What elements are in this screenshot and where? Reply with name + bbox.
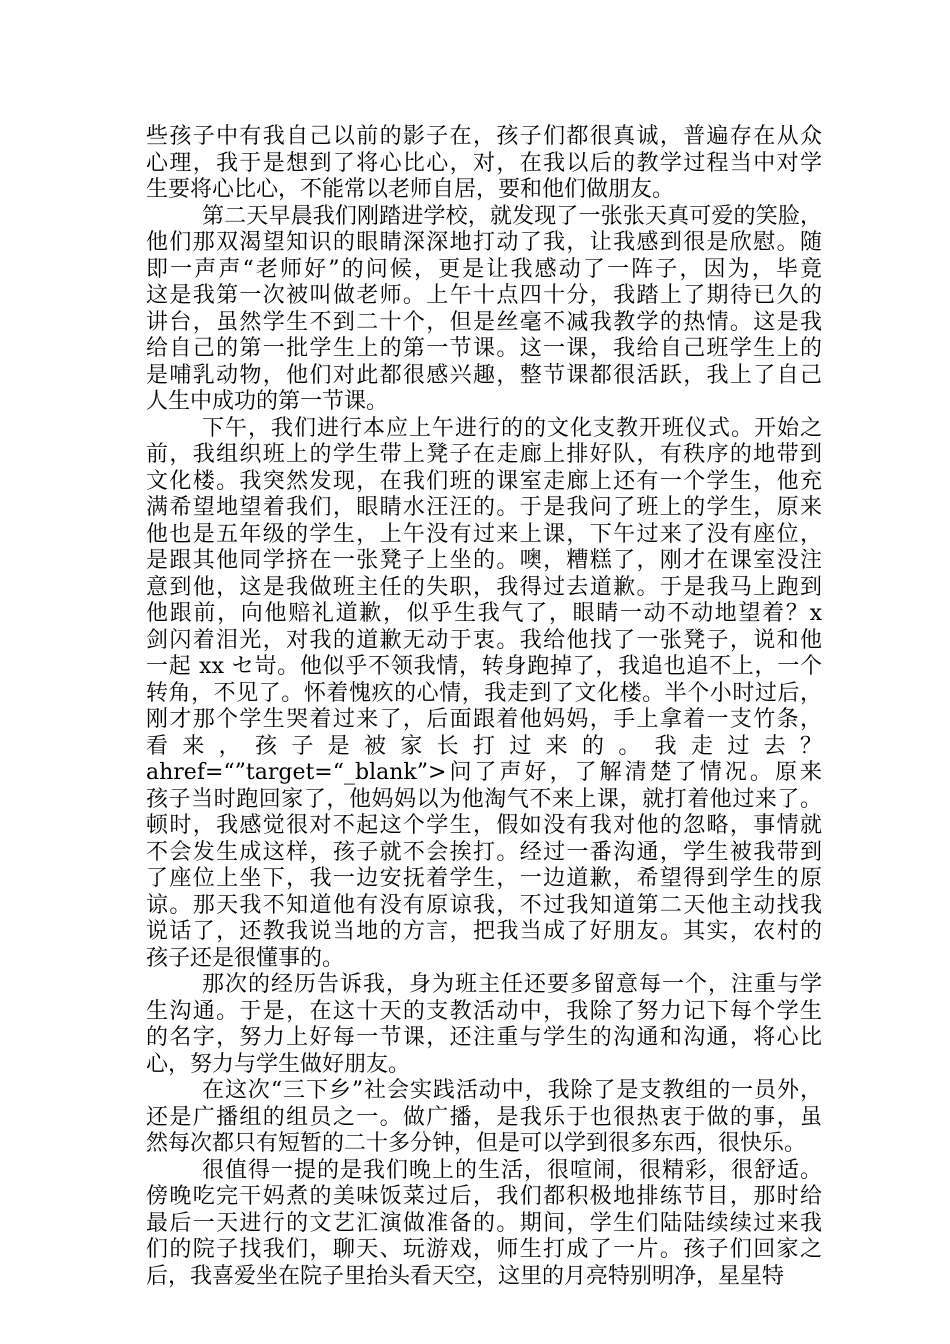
text-line: 生沟通。于是，在这十天的支教活动中，我除了努力记下每个学生 bbox=[146, 998, 822, 1024]
text-line: 然每次都只有短暂的二十多分钟，但是可以学到很多东西，很快乐。 bbox=[146, 1131, 807, 1156]
text-line: 很值得一提的是我们晚上的生活，很喧闹，很精彩，很舒适。 bbox=[202, 1157, 822, 1183]
text-line: 一起 xx セ岢。他似乎不领我情，转身跑掉了，我追也追不上，一个 bbox=[146, 654, 822, 679]
text-line: 看 来 ， 孩 子 是 被 家 长 打 过 来 的 。 我 走 过 去 ？ bbox=[146, 733, 822, 759]
text-line: 那次的经历告诉我，身为班主任还要多留意每一个，注重与学 bbox=[202, 972, 822, 997]
text-line: 他跟前，向他赔礼道歉，似乎生我气了，眼睛一动不动地望着？x bbox=[146, 601, 822, 626]
text-line: 还是广播组的组员之一。做广播，是我乐于也很热衷于做的事，虽 bbox=[146, 1104, 822, 1130]
text-line: 是哺乳动物，他们对此都很感兴趣，整节课都很活跃，我上了自己 bbox=[146, 362, 822, 388]
text-line: 他们那双渴望知识的眼睛深深地打动了我，让我感到很是欣慰。随 bbox=[146, 230, 822, 255]
text-line: 刚才那个学生哭着过来了，后面跟着他妈妈，手上拿着一支竹条， bbox=[146, 707, 822, 732]
text-line: 傍晚吃完干妈煮的美味饭菜过后，我们都积极地排练节目，那时给 bbox=[146, 1184, 822, 1209]
text-line: 他也是五年级的学生，上午没有过来上课，下午过来了没有座位， bbox=[146, 521, 822, 547]
text-line: 在这次“三下乡”社会实践活动中，我除了是支教组的一员外， bbox=[202, 1078, 822, 1103]
text-line: 讲台，虽然学生不到二十个，但是丝毫不减我教学的热情。这是我 bbox=[146, 309, 822, 335]
text-line: 第二天早晨我们刚踏进学校，就发现了一张张天真可爱的笑脸， bbox=[202, 203, 822, 229]
text-line: 孩子当时跑回家了，他妈妈以为他淘气不来上课，就打着他过来了。 bbox=[146, 786, 822, 812]
text-line: 给自己的第一批学生上的第一节课。这一课，我给自己班学生上的 bbox=[146, 336, 822, 361]
text-line: 前，我组织班上的学生带上凳子在走廊上排好队，有秩序的地带到 bbox=[146, 442, 822, 467]
text-line: 的名字，努力上好每一节课，还注重与学生的沟通和沟通，将心比 bbox=[146, 1025, 822, 1050]
text-line: 谅。那天我不知道他有没有原谅我，不过我知道第二天他主动找我 bbox=[146, 892, 822, 918]
paragraph bbox=[146, 124, 822, 204]
text-line: 即一声声“老师好”的问候，更是让我感动了一阵子，因为，毕竟 bbox=[146, 256, 822, 282]
paragraph bbox=[146, 416, 822, 973]
text-line: 了座位上坐下，我一边安抚着学生，一边道歉，希望得到学生的原 bbox=[146, 866, 822, 891]
text-line: 后，我喜爱坐在院子里抬头看天空，这里的月亮特别明净，星星特 bbox=[146, 1263, 785, 1289]
text-line: 心，努力与学生做好朋友。 bbox=[146, 1051, 411, 1077]
text-line: 是跟其他同学挤在一张凳子上坐的。噢，糟糕了，刚才在课室没注 bbox=[146, 548, 822, 573]
text-line: 人生中成功的第一节课。 bbox=[146, 389, 389, 414]
text-line: 些孩子中有我自己以前的影子在，孩子们都很真诚，普遍存在从众 bbox=[146, 124, 822, 149]
text-line: 心理，我于是想到了将心比心，对，在我以后的教学过程当中对学 bbox=[146, 150, 822, 176]
text-line: 孩子还是很懂事的。 bbox=[146, 945, 345, 971]
paragraph bbox=[146, 1158, 822, 1291]
text-line: ahref=“”target=“_blank”>问了声好，了解清楚了情况。原来 bbox=[146, 760, 822, 785]
paragraph bbox=[146, 1078, 822, 1158]
paragraph bbox=[146, 204, 822, 416]
text-line: 这是我第一次被叫做老师。上午十点四十分，我踏上了期待已久的 bbox=[146, 283, 822, 308]
text-line: 生要将心比心，不能常以老师自居，要和他们做朋友。 bbox=[146, 177, 675, 202]
paragraph bbox=[146, 972, 822, 1078]
text-line: 意到他，这是我做班主任的失职，我得过去道歉。于是我马上跑到 bbox=[146, 574, 822, 600]
text-line: 说话了，还教我说当地的方言，把我当成了好朋友。其实，农村的 bbox=[146, 919, 822, 944]
text-line: 满希望地望着我们，眼睛水汪汪的。于是我问了班上的学生，原来 bbox=[146, 495, 822, 520]
text-line: 顿时，我感觉很对不起这个学生，假如没有我对他的忽略，事情就 bbox=[146, 813, 822, 838]
text-line: 不会发生成这样，孩子就不会挨打。经过一番沟通，学生被我带到 bbox=[146, 839, 822, 865]
text-line: 最后一天进行的文艺汇演做准备的。期间，学生们陆陆续续过来我 bbox=[146, 1210, 822, 1236]
document-body bbox=[146, 124, 822, 1290]
text-line: 下午，我们进行本应上午进行的的文化支教开班仪式。开始之 bbox=[202, 415, 822, 441]
text-line: 剑闪着泪光，对我的道歉无动于衷。我给他找了一张凳子，说和他 bbox=[146, 627, 822, 653]
text-line: 们的院子找我们，聊天、玩游戏，师生打成了一片。孩子们回家之 bbox=[146, 1237, 822, 1262]
text-line: 转角，不见了。怀着愧疚的心情，我走到了文化楼。半个小时过后， bbox=[146, 680, 822, 706]
text-line: 文化楼。我突然发现，在我们班的课室走廊上还有一个学生，他充 bbox=[146, 468, 822, 494]
